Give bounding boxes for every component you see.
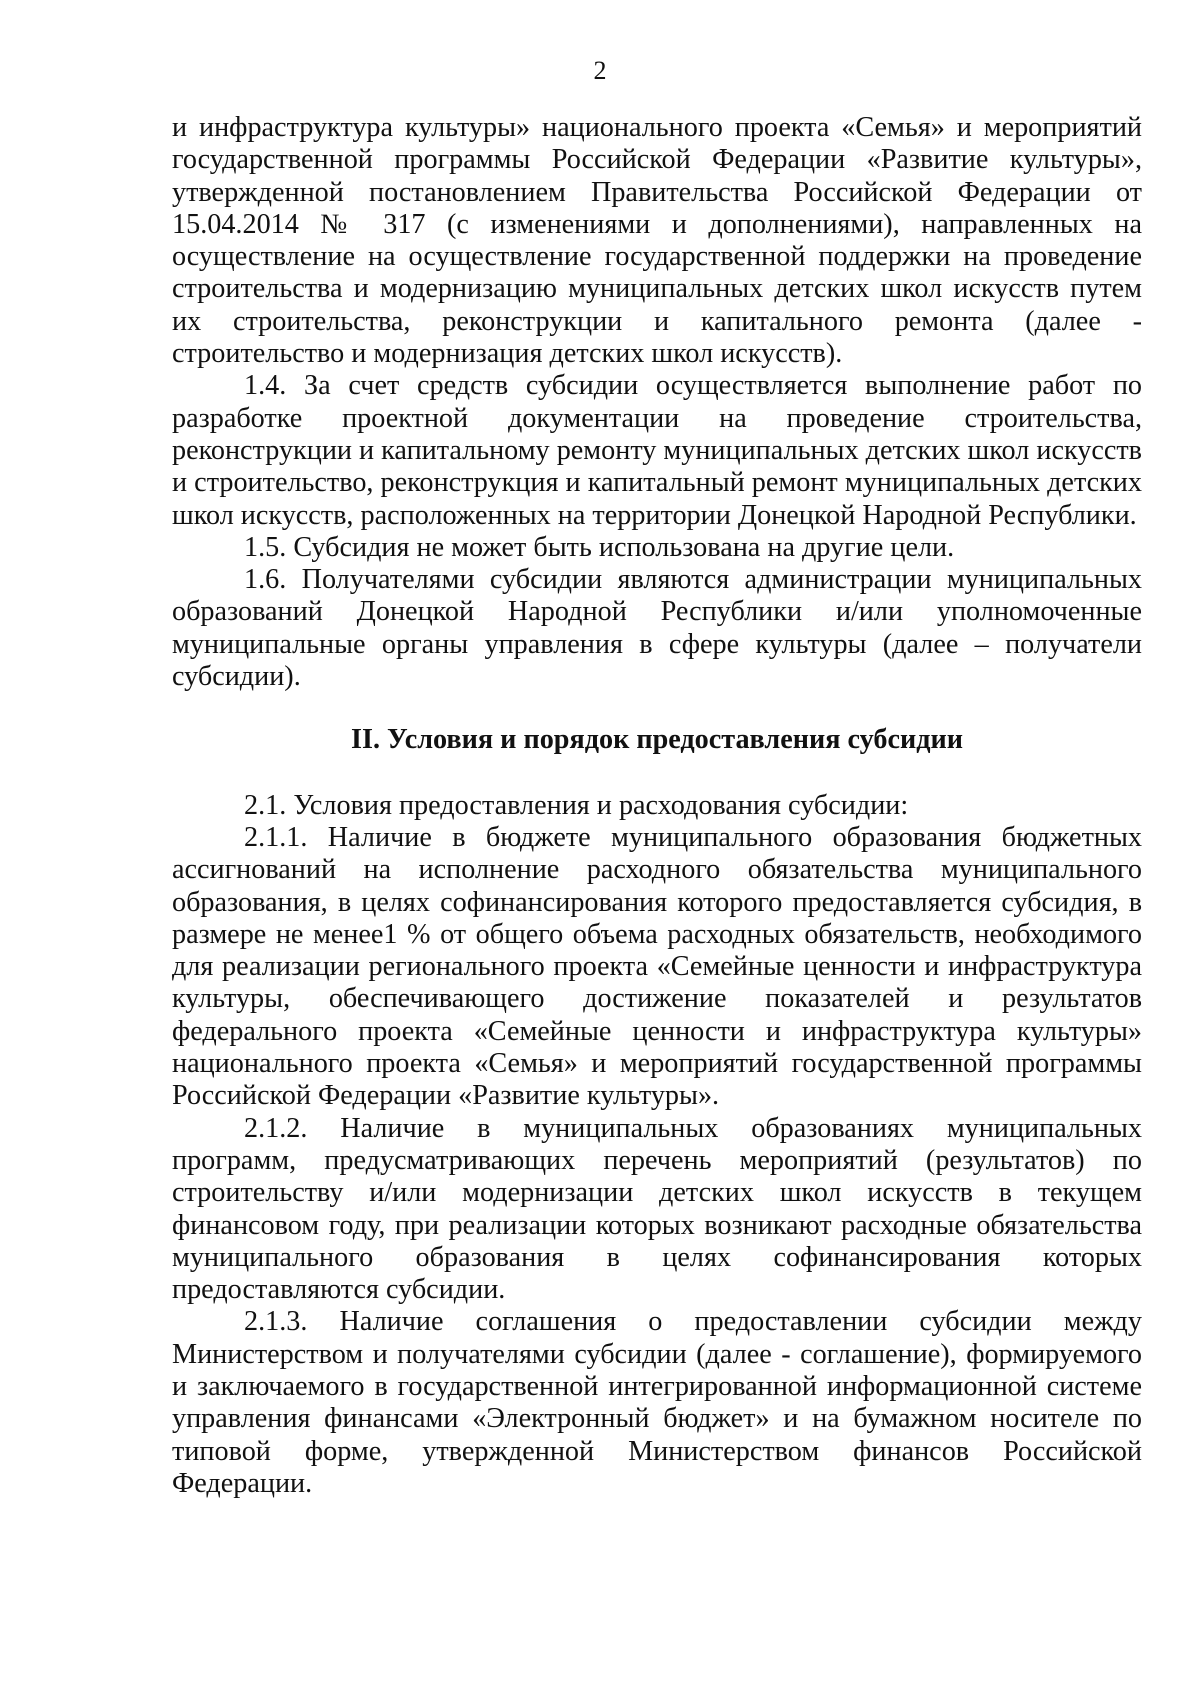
paragraph-2-1-1: 2.1.1. Наличие в бюджете муниципального образования бюджетных ассигнований на исполнение расходного обязательства муниципального образования, в целях софинансирования которого предоставляется субсидия, в размере не менее1 % от общего объема расходных обязательств, необходимого для реализации регионального проекта «Семейные ценности и инфраструктура культуры, обеспечивающего достижение показателей и результатов федерального проекта «Семейные ценности и инфраструктура культуры» национального проекта «Семья» и мероприятий государственной программы Российской Федерации «Развитие культуры».	[172, 821, 1142, 1112]
paragraph-1-4: 1.4. За счет средств субсидии осуществляется выполнение работ по разработке проектной документации на проведение строительства, реконструкции и капитальному ремонту муниципальных детских школ искусств и строительство, реконструкция и капитальный ремонт муниципальных детских школ искусств, расположенных на территории Донецкой Народной Республики.	[172, 370, 1142, 531]
paragraph-continuation: и инфраструктура культуры» национального проекта «Семья» и мероприятий государственной программы Российской Федерации «Развитие культуры», утвержденной постановлением Правительства Российской Федерации от 15.04.2014 № 317 (с изменениями и дополнениями), направленных на осуществление на осуществление государственной поддержки на проведение строительства и модернизацию муниципальных детских школ искусств путем их строительства, реконструкции и капитального ремонта (далее - строительство и модернизация детских школ искусств).	[172, 112, 1142, 370]
paragraph-2-1-2: 2.1.2. Наличие в муниципальных образованиях муниципальных программ, предусматривающих перечень мероприятий (результатов) по строительству и/или модернизации детских школ искусств в текущем финансовом году, при реализации которых возникают расходные обязательства муниципального образования в целях софинансирования которых предоставляются субсидии.	[172, 1112, 1142, 1306]
paragraph-1-5: 1.5. Субсидия не может быть использована на другие цели.	[244, 531, 955, 563]
page-number: 2	[593, 56, 607, 85]
document-body	[172, 112, 1142, 1500]
paragraph-1-6: 1.6. Получателями субсидии являются администрации муниципальных образований Донецкой Народной Республики и/или уполномоченные муниципальные органы управления в сфере культуры (далее – получатели субсидии).	[172, 564, 1142, 693]
paragraph-2-1: 2.1. Условия предоставления и расходования субсидии:	[244, 789, 909, 821]
paragraph-2-1-3: 2.1.3. Наличие соглашения о предоставлении субсидии между Министерством и получателями субсидии (далее - соглашение), формируемого и заключаемого в государственной интегрированной информационной системе управления финансами «Электронный бюджет» и на бумажном носителе по типовой форме, утвержденной Министерством финансов Российской Федерации.	[172, 1306, 1142, 1499]
section-heading: II. Условия и порядок предоставления субсидии	[351, 724, 963, 756]
